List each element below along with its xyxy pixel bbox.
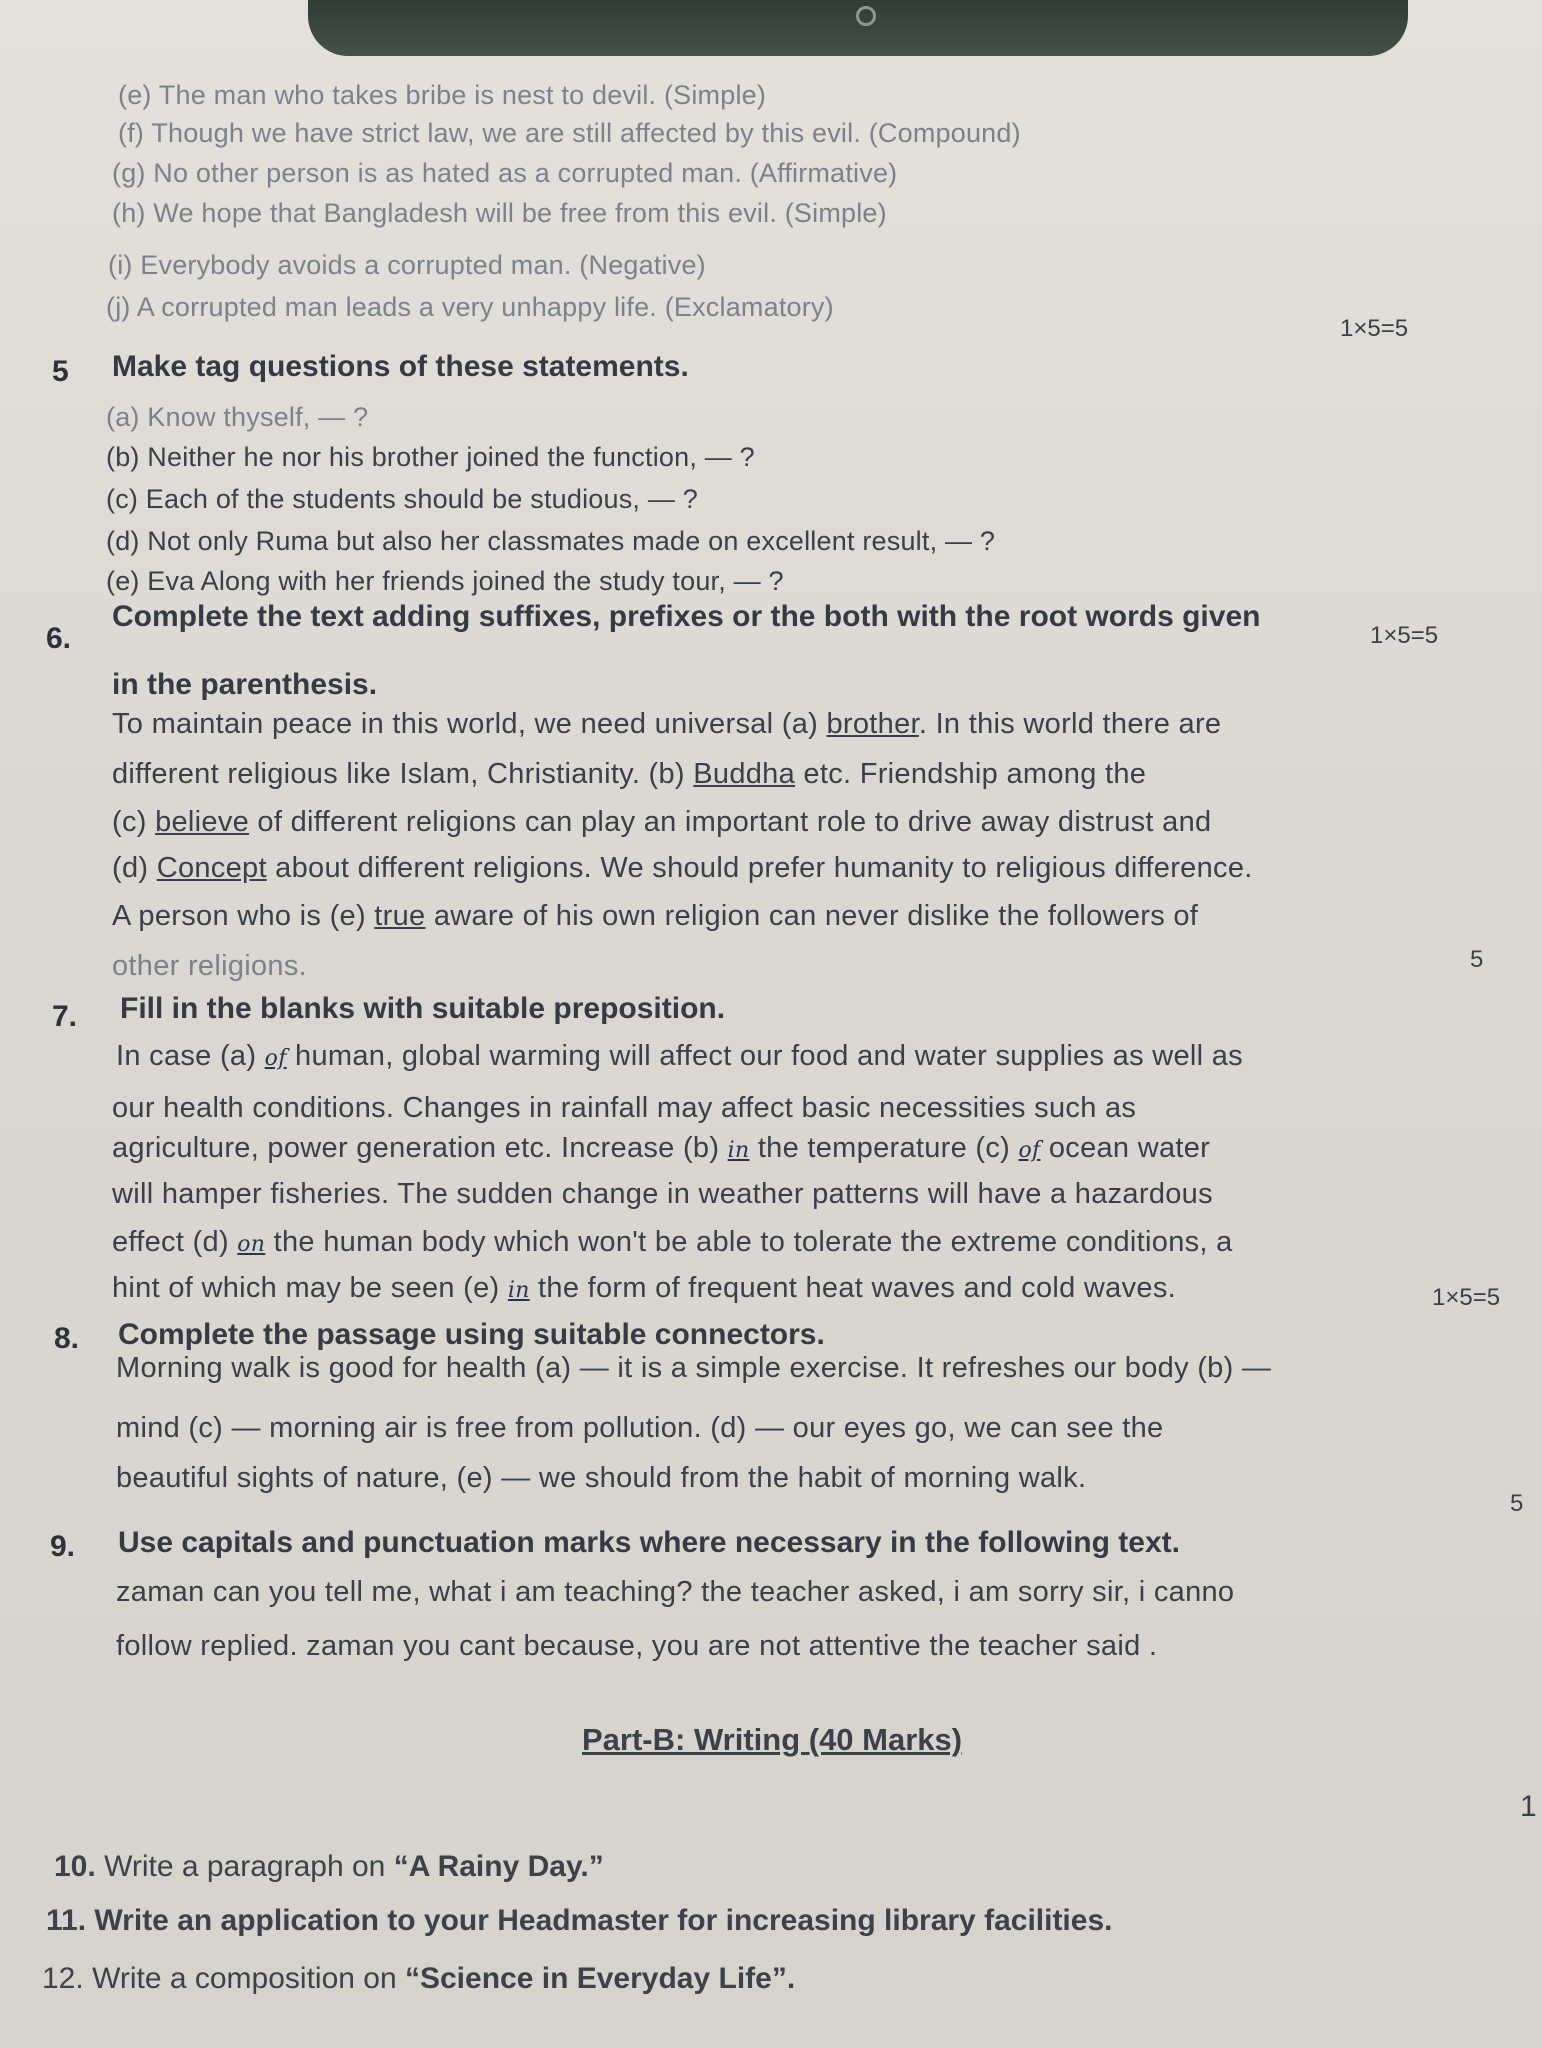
q6-line6: other religions. (112, 950, 308, 982)
q9-marks: 5 (1510, 1490, 1524, 1517)
q7-l1-text: In case (a) (116, 1040, 265, 1072)
q6-l5-text: A person who is (e) (112, 900, 375, 932)
q6-l1-rest: . In this world there are (918, 708, 1222, 740)
q6-l2-text: different religious like Islam, Christianity. (b) (112, 758, 694, 790)
q5-marks: 1×5=5 (1340, 315, 1409, 342)
q6-marks: 1×5=5 (1370, 622, 1439, 649)
transform-item-j: (j) A corrupted man leads a very unhappy life. (Exclamatory) (106, 292, 834, 322)
q7-l1-rest: human, global warming will affect our food and water supplies as well as (286, 1040, 1243, 1072)
q7-number: 7. (52, 1000, 78, 1033)
q10-topic: “A Rainy Day.” (393, 1850, 604, 1883)
q9-line2: follow replied. zaman you cant because, you are not attentive the teacher said . (116, 1630, 1158, 1662)
q6-word-c: believe (155, 806, 250, 838)
q5-item-c: (c) Each of the students should be studious, — ? (106, 484, 698, 514)
q7-line6 (112, 1272, 1176, 1305)
q6-l1-text: To maintain peace in this world, we need universal (a) (112, 708, 827, 740)
q7-answer-e: in (507, 1278, 530, 1303)
transform-item-g: (g) No other person is as hated as a corrupted man. (Affirmative) (112, 158, 898, 188)
q6-l2-rest: etc. Friendship among the (795, 758, 1147, 790)
q5-number: 5 (52, 355, 69, 388)
q5-title: Make tag questions of these statements. (112, 350, 689, 383)
q6-l5-rest: aware of his own religion can never dislike the followers of (425, 900, 1199, 932)
transform-item-h: (h) We hope that Bangladesh will be free from this evil. (Simple) (112, 198, 887, 228)
q7-answer-a: of (264, 1046, 287, 1071)
binding-notch (856, 6, 876, 26)
q7-l3-mid: the temperature (c) (749, 1132, 1019, 1164)
q10-text: Write a paragraph on (104, 1850, 394, 1883)
q7-l6-rest: the form of frequent heat waves and cold waves. (529, 1272, 1176, 1304)
q6-title-line2: in the parenthesis. (112, 668, 378, 701)
q7-line2: our health conditions. Changes in rainfall may affect basic necessities such as (112, 1092, 1137, 1124)
q7-l6-text: hint of which may be seen (e) (112, 1272, 508, 1304)
part-b-side-mark: 1 (1520, 1790, 1537, 1823)
q7-title: Fill in the blanks with suitable preposition. (120, 992, 726, 1025)
q7-l5-text: effect (d) (112, 1226, 238, 1258)
question-10 (54, 1850, 604, 1884)
q6-line2 (112, 758, 1146, 791)
q8-marks: 1×5=5 (1432, 1284, 1501, 1311)
q7-line4: will hamper fisheries. The sudden change in weather patterns will have a hazardous (112, 1178, 1213, 1210)
transform-item-e: (e) The man who takes bribe is nest to devil. (Simple) (118, 80, 767, 110)
q11-number: 11. (46, 1904, 87, 1937)
q5-item-d: (d) Not only Ruma but also her classmates made on excellent result, — ? (106, 526, 996, 556)
q7-answer-c: of (1018, 1138, 1041, 1163)
q6-word-e: true (374, 900, 426, 932)
transform-item-f: (f) Though we have strict law, we are still affected by this evil. (Compound) (118, 118, 1021, 148)
q8-number: 8. (54, 1322, 80, 1355)
q6-l4-text: (d) (112, 852, 157, 884)
q6-title-line1: Complete the text adding suffixes, prefixes or the both with the root words given (112, 600, 1261, 633)
q7-marks: 5 (1470, 946, 1484, 973)
q6-word-d: Concept (156, 852, 267, 884)
q9-number: 9. (50, 1530, 76, 1563)
q12-topic: “Science in Everyday Life”. (404, 1962, 796, 1995)
q7-line1 (116, 1040, 1243, 1073)
binding-band (308, 0, 1408, 56)
q5-item-e: (e) Eva Along with her friends joined the study tour, — ? (106, 566, 784, 596)
q5-item-b: (b) Neither he nor his brother joined the function, — ? (106, 442, 755, 472)
q6-word-b: Buddha (693, 758, 796, 790)
q8-line2: mind (c) — morning air is free from pollution. (d) — our eyes go, we can see the (116, 1412, 1164, 1444)
q11-text: Write an application to your Headmaster for increasing library facilities. (94, 1904, 1113, 1937)
q7-l3-rest: ocean water (1040, 1132, 1211, 1164)
q8-title: Complete the passage using suitable connectors. (118, 1318, 825, 1351)
q8-line1: Morning walk is good for health (a) — it is a simple exercise. It refreshes our body (b) — (116, 1352, 1272, 1384)
q9-line1: zaman can you tell me, what i am teaching? the teacher asked, i am sorry sir, i canno (116, 1576, 1235, 1608)
q7-line3 (112, 1132, 1210, 1165)
q6-number: 6. (46, 622, 72, 655)
q6-l4-rest: about different religions. We should prefer humanity to religious difference. (266, 852, 1253, 884)
part-b-title: Part-B: Writing (40 Marks) (582, 1722, 963, 1757)
q7-l3-text: agriculture, power generation etc. Increase (b) (112, 1132, 728, 1164)
q7-answer-d: on (237, 1232, 266, 1257)
q7-l5-rest: the human body which won't be able to tolerate the extreme conditions, a (265, 1226, 1233, 1258)
q5-item-a: (a) Know thyself, — ? (106, 402, 369, 432)
q9-title: Use capitals and punctuation marks where necessary in the following text. (118, 1526, 1180, 1559)
question-11 (46, 1904, 1112, 1938)
q12-text: Write a composition on (92, 1962, 405, 1995)
q6-line4 (112, 852, 1253, 885)
q6-l3-text: (c) (112, 806, 156, 838)
q6-line1 (112, 708, 1221, 741)
q6-line5 (112, 900, 1198, 933)
q6-l3-rest: of different religions can play an important role to drive away distrust and (249, 806, 1212, 838)
q7-line5 (112, 1226, 1233, 1259)
q12-number: 12. (42, 1962, 84, 1995)
question-12 (42, 1962, 795, 1996)
q6-word-a: brother (826, 708, 919, 740)
q10-number: 10. (54, 1850, 96, 1883)
q8-line3: beautiful sights of nature, (e) — we should from the habit of morning walk. (116, 1462, 1087, 1494)
transform-item-i: (i) Everybody avoids a corrupted man. (Negative) (108, 250, 706, 280)
q7-answer-b: in (727, 1138, 750, 1163)
q6-line3 (112, 806, 1211, 839)
